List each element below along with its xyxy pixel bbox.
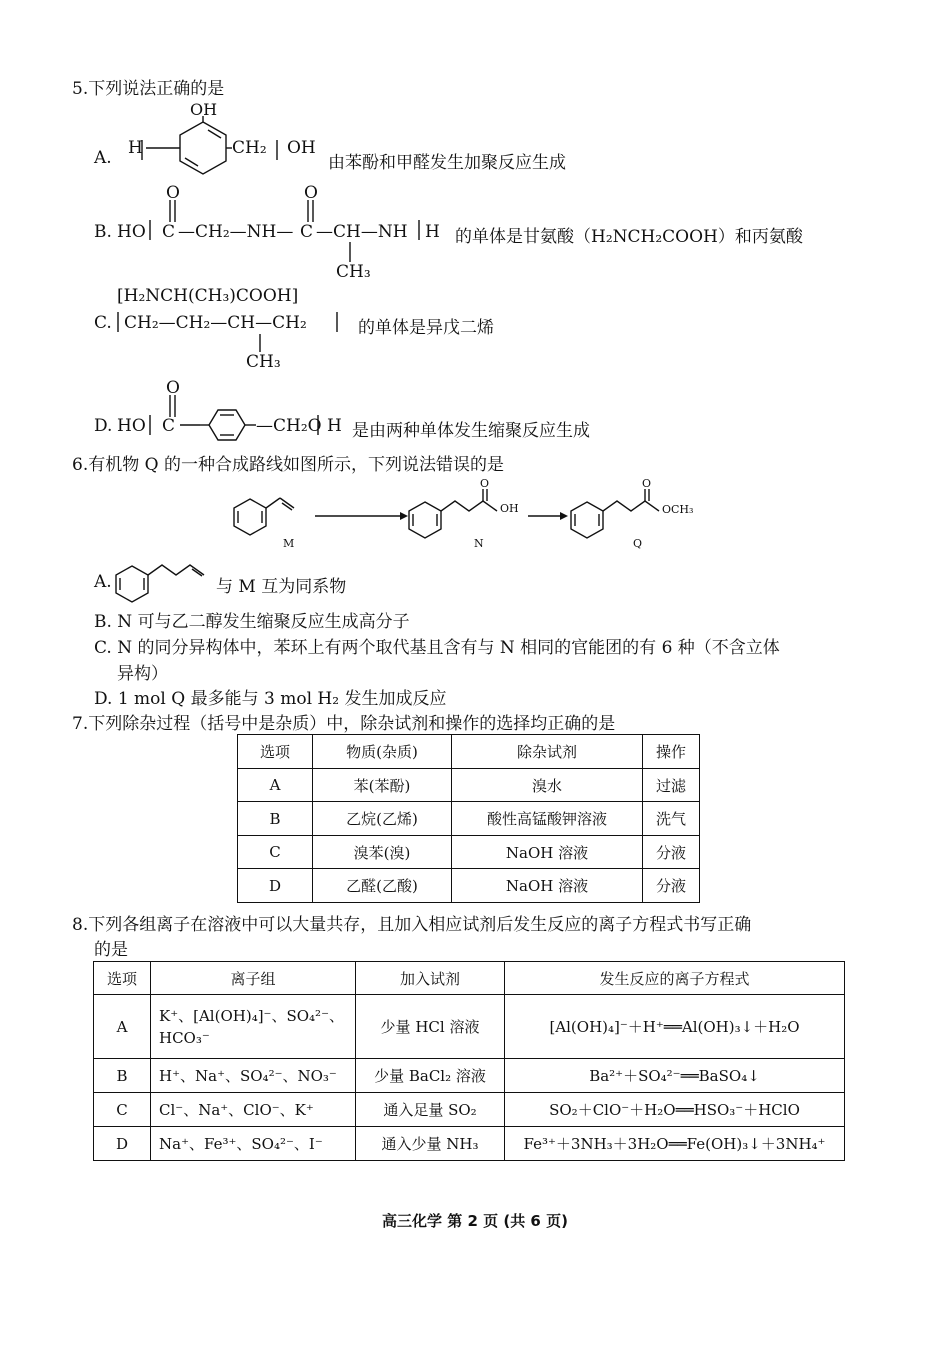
q7-header-reagent: 除杂试剂: [452, 735, 643, 769]
q5-option-d-label: D.: [94, 416, 113, 436]
q7-cell: NaOH 溶液: [452, 836, 643, 869]
q8-header-ions: 离子组: [151, 962, 356, 995]
q8-cell: 少量 HCl 溶液: [356, 995, 505, 1059]
q7-cell: 溴苯(溴): [313, 836, 452, 869]
q7-cell: A: [238, 769, 313, 802]
table-row: [238, 769, 700, 802]
q7-cell: B: [238, 802, 313, 836]
q6-stem: 6.有机物 Q 的一种合成路线如图所示，下列说法错误的是: [72, 455, 504, 475]
q5b-ch2-nh: —CH₂—NH—: [178, 222, 294, 242]
q6-q-och3: OCH₃: [662, 503, 694, 516]
q5a-oh-end: OH: [287, 138, 316, 158]
q8-table: [93, 961, 845, 1161]
q5d-h: H: [327, 416, 342, 436]
q6-label-n: N: [474, 537, 484, 550]
q6-arrow-2: [528, 512, 568, 520]
q5b-h: H: [425, 222, 440, 242]
q5b-c1: C: [162, 222, 176, 242]
q6-option-a-label: A.: [94, 572, 112, 592]
q5-option-b-text2: [H₂NCH(CH₃)COOH]: [117, 286, 299, 306]
q6-option-c-line1: C. N 的同分异构体中，苯环上有两个取代基且含有与 N 相同的官能团的有 6 种（不含立体: [94, 638, 780, 658]
q7-header-option: 选项: [238, 735, 313, 769]
q5d-ch2o: —CH₂O: [256, 416, 322, 436]
q7-cell: 分液: [643, 836, 700, 869]
q5-option-d-text: 是由两种单体发生缩聚反应生成: [352, 421, 590, 441]
q8-cell: C: [94, 1093, 151, 1127]
q6-compound-q: [571, 489, 659, 538]
q6-label-q: Q: [633, 537, 643, 550]
q8-cell: A: [94, 995, 151, 1059]
page-footer: 高三化学 第 2 页 (共 6 页): [382, 1212, 568, 1230]
q8-stem-line2: 的是: [94, 940, 128, 960]
q7-cell: 酸性高锰酸钾溶液: [452, 802, 643, 836]
table-row: [94, 995, 845, 1059]
q7-cell: 过滤: [643, 769, 700, 802]
q6-label-m: M: [283, 537, 295, 550]
q6-option-a-text: 与 M 互为同系物: [216, 577, 347, 597]
q7-header-operation: 操作: [643, 735, 700, 769]
q5-option-c-label: C.: [94, 313, 112, 333]
table-row: [94, 1059, 845, 1093]
q7-cell: D: [238, 869, 313, 903]
q8-cell: 少量 BaCl₂ 溶液: [356, 1059, 505, 1093]
q7-table: [237, 734, 700, 903]
q8-cell: SO₂＋ClO⁻＋H₂O══HSO₃⁻＋HClO: [505, 1093, 845, 1127]
q8-cell: Na⁺、Fe³⁺、SO₄²⁻、I⁻: [151, 1127, 356, 1161]
q8-cell: K⁺、[Al(OH)₄]⁻、SO₄²⁻、HCO₃⁻: [151, 995, 356, 1059]
q6-arrow-1: [315, 512, 408, 520]
q8-stem-line1: 8.下列各组离子在溶液中可以大量共存，且加入相应试剂后发生反应的离子方程式书写正确: [72, 915, 752, 935]
q8-cell: Ba²⁺＋SO₄²⁻══BaSO₄↓: [505, 1059, 845, 1093]
q7-cell: 乙烷(乙烯): [313, 802, 452, 836]
q7-cell: 苯(苯酚): [313, 769, 452, 802]
q8-header-reagent: 加入试剂: [356, 962, 505, 995]
q7-cell: 溴水: [452, 769, 643, 802]
table-row: [238, 836, 700, 869]
q6-n-o: O: [480, 477, 490, 490]
q8-cell: 通入足量 SO₂: [356, 1093, 505, 1127]
q5d-c: C: [162, 416, 176, 436]
q7-cell: 分液: [643, 869, 700, 903]
q6-option-b: B. N 可与乙二醇发生缩聚反应生成高分子: [94, 612, 410, 632]
table-row: [94, 1127, 845, 1161]
q6-compound-n: [409, 489, 497, 538]
q7-cell: 洗气: [643, 802, 700, 836]
q6-compound-m: [234, 498, 294, 535]
q7-header-row: [238, 735, 700, 769]
q5-stem: 5.下列说法正确的是: [72, 79, 225, 99]
q8-cell: H⁺、Na⁺、SO₄²⁻、NO₃⁻: [151, 1059, 356, 1093]
q6-option-d: D. 1 mol Q 最多能与 3 mol H₂ 发生加成反应: [94, 689, 447, 709]
q5-option-b-text: 的单体是甘氨酸（H₂NCH₂COOH）和丙氨酸: [455, 227, 803, 247]
q5b-o2: O: [304, 183, 318, 203]
q8-cell: D: [94, 1127, 151, 1161]
q7-header-substance: 物质(杂质): [313, 735, 452, 769]
q8-cell: [Al(OH)₄]⁻＋H⁺══Al(OH)₃↓＋H₂O: [505, 995, 845, 1059]
q8-header-option: 选项: [94, 962, 151, 995]
q5b-ho: HO: [117, 222, 146, 242]
table-row: [94, 1093, 845, 1127]
q8-header-equation: 发生反应的离子方程式: [505, 962, 845, 995]
q5b-ch3: CH₃: [336, 262, 371, 282]
q7-cell: C: [238, 836, 313, 869]
q5b-ch-nh: —CH—NH: [316, 222, 408, 242]
q6-n-oh: OH: [500, 502, 519, 515]
q5-option-b-label: B.: [94, 222, 112, 242]
q8-cell: Cl⁻、Na⁺、ClO⁻、K⁺: [151, 1093, 356, 1127]
q7-cell: 乙醛(乙酸): [313, 869, 452, 903]
q8-header-row: [94, 962, 845, 995]
q7-stem: 7.下列除杂过程（括号中是杂质）中，除杂试剂和操作的选择均正确的是: [72, 714, 616, 734]
table-row: [238, 802, 700, 836]
q5c-ch3: CH₃: [246, 352, 281, 372]
q8-cell: 通入少量 NH₃: [356, 1127, 505, 1161]
q6-q-o: O: [642, 477, 652, 490]
q8-cell: B: [94, 1059, 151, 1093]
q5a-ch2: CH₂: [232, 138, 267, 158]
q5d-o: O: [166, 378, 180, 398]
q5b-c2: C: [300, 222, 314, 242]
q5-option-a-label: A.: [94, 148, 112, 168]
q5c-chain: CH₂—CH₂—CH—CH₂: [124, 313, 307, 333]
q8-cell: Fe³⁺＋3NH₃＋3H₂O══Fe(OH)₃↓＋3NH₄⁺: [505, 1127, 845, 1161]
q6a-structure: [116, 565, 204, 602]
q6-option-c-line2: 异构）: [117, 664, 168, 684]
q7-cell: NaOH 溶液: [452, 869, 643, 903]
q5a-oh: OH: [190, 100, 218, 119]
q5-option-a-text: 由苯酚和甲醛发生加聚反应生成: [328, 153, 566, 173]
q5b-o1: O: [166, 183, 180, 203]
q5d-ho: HO: [117, 416, 146, 436]
table-row: [238, 869, 700, 903]
q5-option-c-text: 的单体是异戊二烯: [358, 318, 494, 338]
q5a-h: H: [128, 138, 143, 158]
